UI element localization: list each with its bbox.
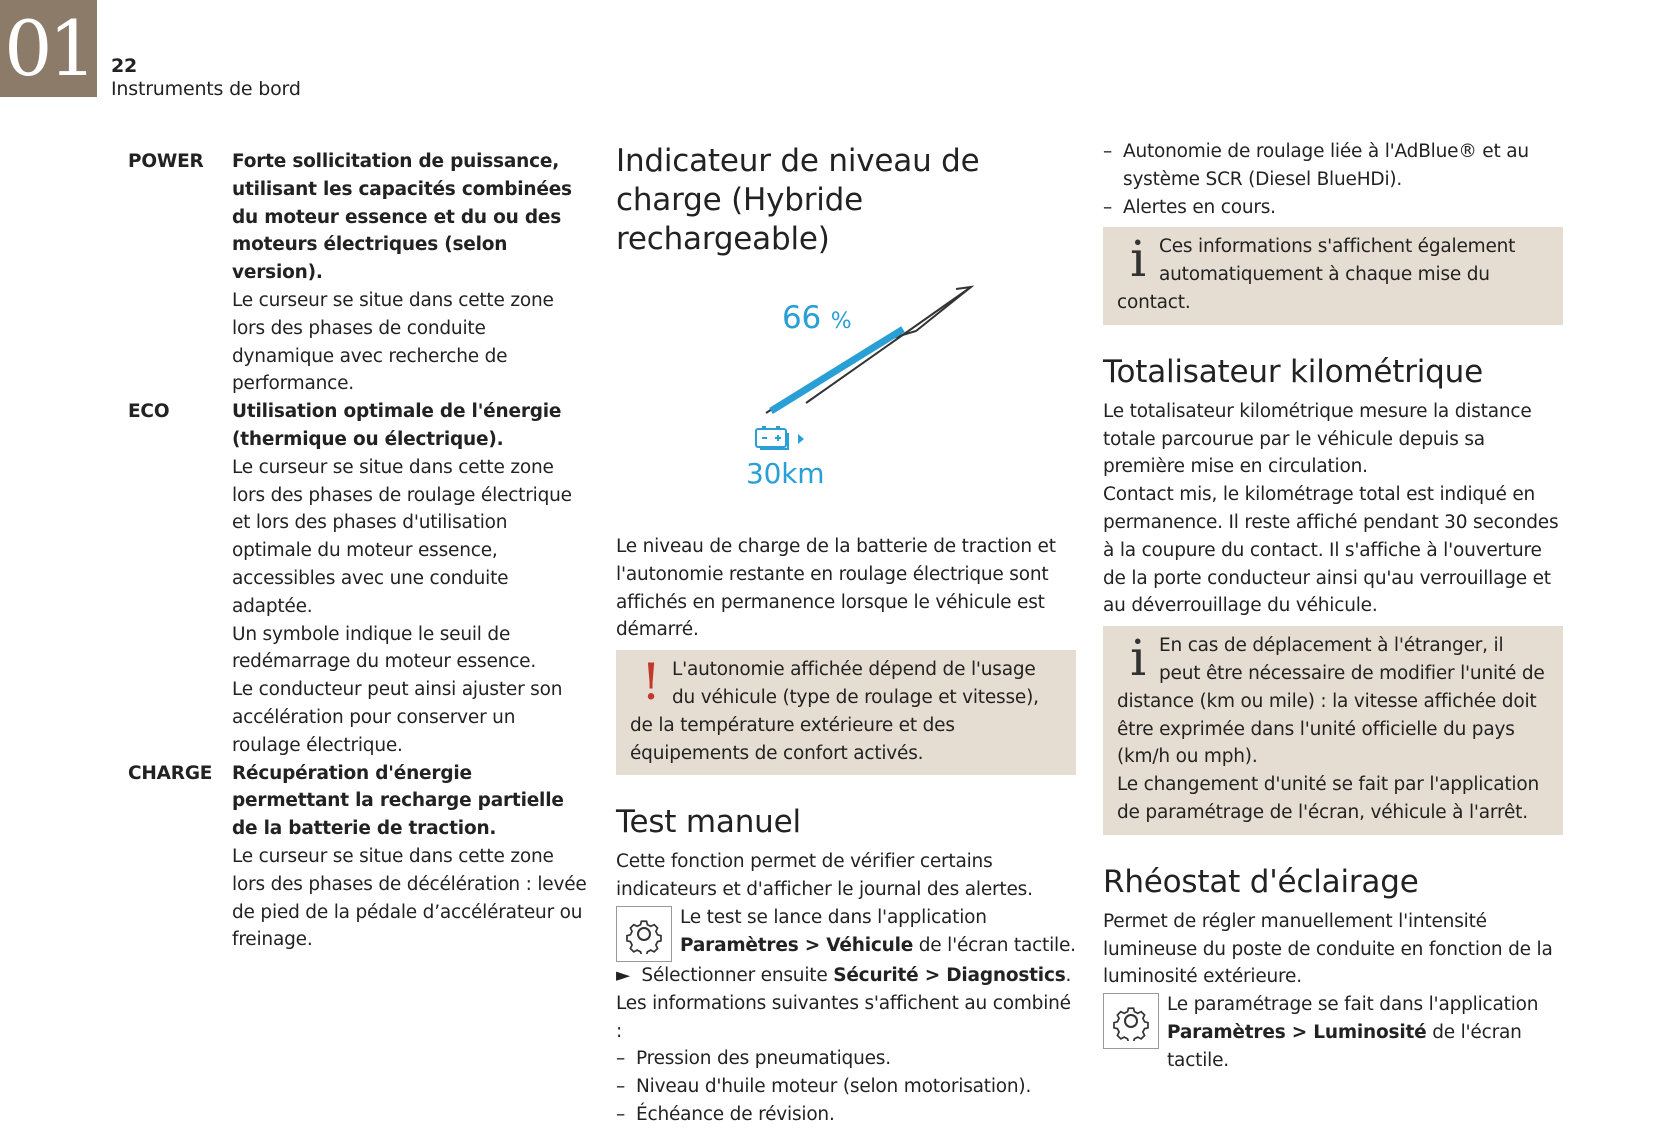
warning-icon: !: [641, 653, 661, 712]
electric-range-value: 30: [746, 457, 782, 490]
chapter-number: 01: [0, 0, 97, 97]
settings-gear-icon: [616, 906, 672, 962]
charge-percent-unit: %: [830, 309, 852, 334]
step-prefix: Sélectionner ensuite: [641, 964, 828, 986]
mode-description: Le curseur se situe dans cette zone lors des phases de conduite dynamique avec recherche de performance.: [232, 289, 554, 395]
charge-gauge-figure: [616, 275, 1076, 525]
list-item: – Autonomie de roulage liée à l'AdBlue® et au système SCR (Diesel BlueHDi).: [1103, 138, 1563, 194]
charge-description: Le niveau de charge de la batterie de traction et l'autonomie restante en roulage électrique sont affichés en permanence lorsque le véhicule est démarré.: [616, 536, 1056, 641]
electric-range-unit: km: [781, 457, 825, 490]
charge-percent-value: 66: [782, 300, 822, 336]
dimmer-settings: [1103, 991, 1563, 1074]
mode-power: [128, 148, 588, 398]
settings-gear-icon: [1103, 993, 1159, 1049]
charge-indicator-title: Indicateur de niveau de charge (Hybride rechargeable): [616, 143, 980, 257]
gauge-fill-bar: [771, 329, 903, 411]
mode-description: Le conducteur peut ainsi ajuster son accélération pour conserver un roulage électrique.: [232, 679, 563, 756]
manual-test-info-line: Les informations suivantes s'affichent au combiné :: [616, 992, 1071, 1042]
settings-path: Paramètres > Véhicule: [680, 934, 914, 956]
info-text-2: Le changement d'unité se fait par l'application de paramétrage de l'écran, véhicule à l'arrêt.: [1117, 774, 1539, 823]
mode-charge: [128, 760, 588, 955]
charge-column: [616, 143, 1076, 1129]
manual-test-items: [616, 1045, 1076, 1128]
info-text: Ces informations s'affichent également automatiquement à chaque mise du contact.: [1117, 236, 1516, 313]
driving-modes-column: [128, 148, 588, 954]
settings-suffix: de l'écran tactile.: [1167, 1021, 1522, 1071]
battery-icon: [756, 427, 804, 449]
settings-prefix: Le paramétrage se fait dans l'application: [1167, 994, 1539, 1016]
mode-description: Le curseur se situe dans cette zone lors des phases de roulage électrique et lors des phases d'utilisation optimale du moteur essence, accessibles avec une conduite adaptée.: [232, 456, 572, 617]
step-suffix: .: [1065, 964, 1072, 986]
mode-label: CHARGE: [128, 762, 213, 784]
odometer-title: Totalisateur kilométrique: [1103, 353, 1483, 390]
mode-description: Un symbole indique le seuil de redémarrage du moteur essence.: [232, 623, 537, 673]
dimmer-description: Permet de régler manuellement l'intensité lumineuse du poste de conduite en fonction de la luminosité extérieure.: [1103, 910, 1553, 988]
info-icon: i: [1130, 629, 1146, 688]
list-item: – Échéance de révision.: [616, 1101, 1076, 1129]
odometer-column: [1103, 138, 1563, 1075]
info-text: En cas de déplacement à l'étranger, il peut être nécessaire de modifier l'unité de distance (km ou mile) : la vitesse affichée doit être exprimée dans l'unité officielle du pays (km/h ou mph).: [1117, 635, 1545, 768]
info-icon: i: [1130, 230, 1146, 289]
step-arrow-icon: ►: [616, 964, 631, 986]
mode-description: Le curseur se situe dans cette zone lors des phases de décélération : levée de pied de la pédale d’accélérateur ou freinage.: [232, 845, 587, 951]
mode-label: ECO: [128, 401, 170, 423]
section-title: Instruments de bord: [111, 78, 301, 100]
settings-prefix: Le test se lance dans l'application: [680, 906, 987, 928]
odometer-paragraph: Contact mis, le kilométrage total est indiqué en permanence. Il reste affiché pendant 30 secondes à la coupure du contact. Il s'affiche à l'ouverture de la porte conducteur ainsi qu'au verrouillage et au déverrouillage du véhicule.: [1103, 484, 1559, 617]
settings-suffix: de l'écran tactile.: [918, 934, 1076, 956]
odometer-paragraph: Le totalisateur kilométrique mesure la distance totale parcourue par le véhicule depuis sa première mise en circulation.: [1103, 400, 1532, 478]
mode-label: POWER: [128, 151, 204, 172]
charge-percent: [782, 300, 852, 336]
mode-heading: Utilisation optimale de l'énergie (thermique ou électrique).: [232, 401, 562, 450]
list-item: – Alertes en cours.: [1103, 194, 1563, 222]
list-item: – Niveau d'huile moteur (selon motorisation).: [616, 1073, 1076, 1101]
page-number: 22: [111, 55, 138, 77]
manual-test-settings: [616, 904, 1076, 962]
mode-heading: Récupération d'énergie permettant la recharge partielle de la batterie de traction.: [232, 762, 564, 840]
dimmer-title: Rhéostat d'éclairage: [1103, 863, 1419, 900]
list-item: – Pression des pneumatiques.: [616, 1045, 1076, 1073]
step-path: Sécurité > Diagnostics: [833, 964, 1066, 986]
manual-test-intro: Cette fonction permet de vérifier certains indicateurs et d'afficher le journal des alertes.: [616, 851, 1033, 901]
settings-path: Paramètres > Luminosité: [1167, 1021, 1427, 1043]
info-note-units: [1103, 626, 1563, 835]
range-warning-note: [616, 650, 1076, 775]
manual-test-title: Test manuel: [616, 804, 801, 841]
manual-test-step: [616, 962, 1076, 990]
warning-text: L'autonomie affichée dépend de l'usage du véhicule (type de roulage et vitesse), de la température extérieure et des équipements de confort activés.: [630, 659, 1039, 764]
mode-eco: [128, 398, 588, 759]
info-note-contact: [1103, 227, 1563, 324]
electric-range: [746, 457, 825, 490]
continued-items: [1103, 138, 1563, 221]
mode-heading: Forte sollicitation de puissance, utilisant les capacités combinées du moteur essence et du ou des moteurs électriques (selon version).: [232, 151, 572, 284]
